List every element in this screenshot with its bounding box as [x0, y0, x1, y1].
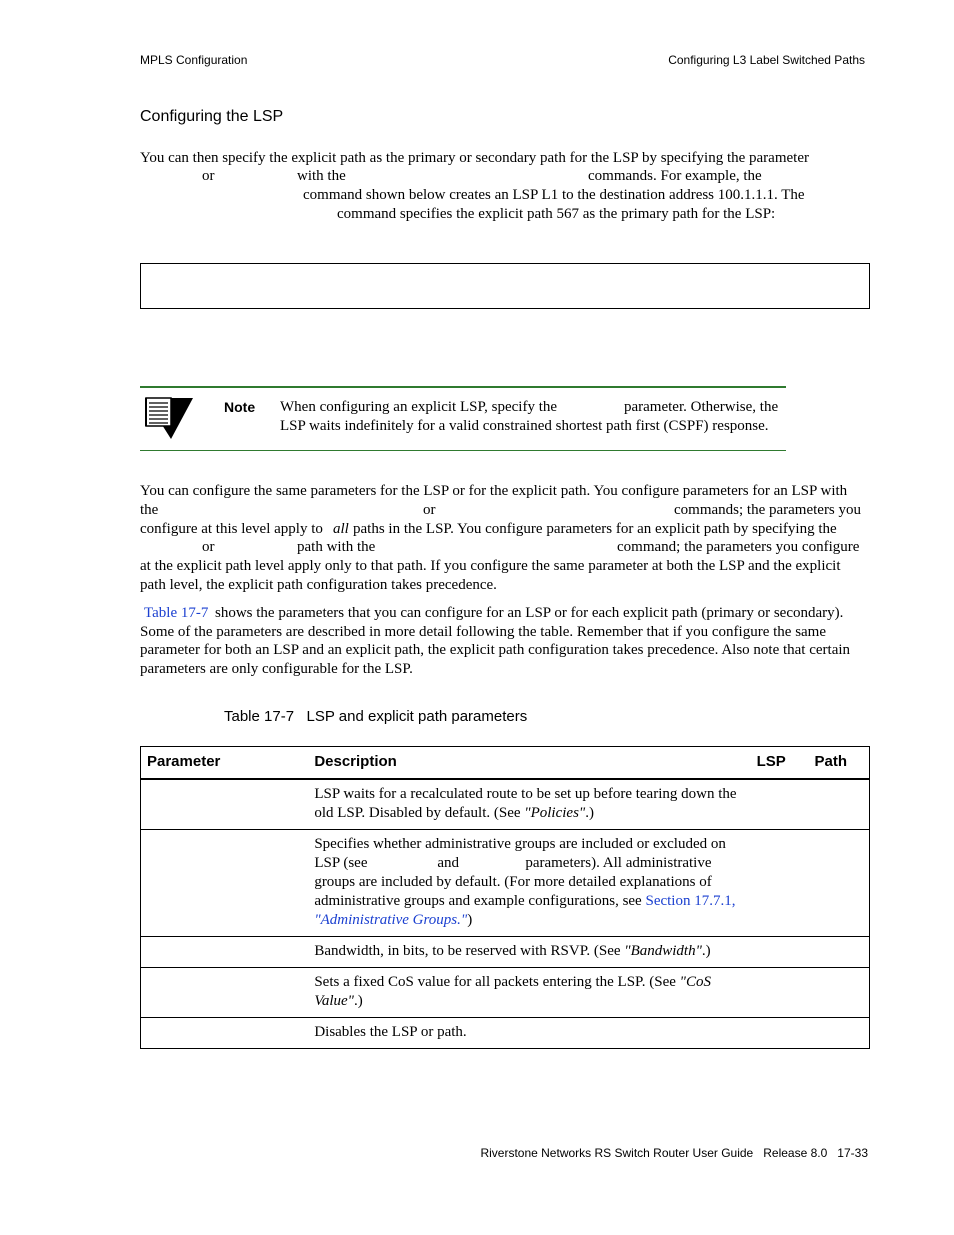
description-cell: LSP waits for a recalculated route to be set up before tearing down the old LSP. Disabled by default. (See "Policies".): [308, 779, 756, 830]
tableref-line-1: shows the parameters that you can configure for an LSP or for each explicit path (primary or secondary).: [215, 605, 844, 621]
table-row: [141, 1018, 870, 1049]
params-line-4a: or: [202, 539, 215, 555]
table-header-row: [141, 747, 870, 780]
param-cell: [141, 1018, 309, 1049]
intro-line-2b: with the: [297, 168, 346, 184]
lsp-cell: [757, 830, 813, 937]
path-cell: [813, 830, 870, 937]
note-line-1a: When configuring an explicit LSP, specify the: [280, 399, 558, 415]
note-icon: [143, 396, 195, 440]
description-cell: Sets a fixed CoS value for all packets entering the LSP. (See "CoS Value".): [308, 968, 756, 1018]
lsp-cell: [757, 779, 813, 830]
note-bottom-rule: [140, 450, 786, 451]
param-cell: [141, 968, 309, 1018]
table-caption: Table 17-7 LSP and explicit path parameters: [224, 708, 528, 725]
footer-page-number: 17-33: [837, 1146, 868, 1160]
param-cell: [141, 830, 309, 937]
param-cell: [141, 937, 309, 968]
description-cell: Specifies whether administrative groups are included or excluded on LSP (see and parameters). All administrative groups are included by default. (For more detailed explanations of administrative groups and example configurations, see Section 17.7.1, "Administrative Groups."): [308, 830, 756, 937]
path-cell: [813, 937, 870, 968]
footer-release: Release 8.0: [763, 1146, 828, 1160]
path-cell: [813, 968, 870, 1018]
lsp-cell: [757, 937, 813, 968]
tableref-line-4: parameters are only configurable for the LSP.: [140, 661, 413, 677]
lsp-cell: [757, 1018, 813, 1049]
lsp-cell: [757, 968, 813, 1018]
params-line-3c: paths in the LSP. You configure parameters for an explicit path by specifying the: [353, 521, 837, 537]
params-line-2c: commands; the parameters you: [674, 502, 862, 518]
table-row: [141, 779, 870, 830]
params-line-4b: path with the: [297, 539, 376, 555]
params-line-2b: or: [423, 502, 436, 518]
params-line-6: path level, the explicit path configuration takes precedence.: [140, 577, 497, 593]
note-line-2: LSP waits indefinitely for a valid constrained shortest path first (CSPF) response.: [280, 418, 769, 434]
description-cell: Bandwidth, in bits, to be reserved with RSVP. (See "Bandwidth".): [308, 937, 756, 968]
table-row: [141, 937, 870, 968]
intro-line-3: command shown below creates an LSP L1 to the destination address 100.1.1.1. The: [303, 187, 805, 203]
section-title: Configuring the LSP: [140, 108, 284, 125]
params-line-3b: all: [333, 521, 349, 537]
header-description: Description: [308, 747, 756, 780]
table-17-7-link[interactable]: Table 17-7: [144, 605, 209, 621]
params-line-3a: configure at this level apply to: [140, 521, 323, 537]
administrative-groups-link[interactable]: "Administrative Groups.": [314, 912, 468, 928]
code-example-box: [140, 263, 870, 309]
params-line-5: at the explicit path level apply only to that path. If you configure the same parameter at both the LSP and the explicit: [140, 558, 841, 574]
intro-line-2a: or: [202, 168, 215, 184]
running-header-right: Configuring L3 Label Switched Paths: [668, 53, 865, 67]
params-line-2a: the: [140, 502, 159, 518]
description-cell: Disables the LSP or path.: [308, 1018, 756, 1049]
note-top-rule: [140, 386, 786, 388]
page-footer: [480, 1146, 868, 1160]
header-parameter: Parameter: [141, 747, 309, 780]
tableref-line-2: Some of the parameters are described in more detail following the table. Remember that if you configure the same: [140, 624, 827, 640]
note-label: Note: [224, 399, 256, 415]
params-line-1: You can configure the same parameters for the LSP or for the explicit path. You configure parameters for an LSP with: [140, 483, 848, 499]
params-line-4c: command; the parameters you configure: [617, 539, 860, 555]
note-line-1b: parameter. Otherwise, the: [624, 399, 779, 415]
parameters-table: [140, 746, 870, 1049]
section-17-7-1-link[interactable]: Section 17.7.1,: [645, 893, 736, 909]
path-cell: [813, 1018, 870, 1049]
table-row: [141, 830, 870, 937]
table-row: [141, 968, 870, 1018]
footer-guide-title: Riverstone Networks RS Switch Router User Guide: [480, 1146, 754, 1160]
tableref-line-3: parameter for both an LSP and an explicit path, the explicit path configuration takes precedence. Also note that certain: [140, 642, 851, 658]
path-cell: [813, 779, 870, 830]
intro-line-1: You can then specify the explicit path as the primary or secondary path for the LSP by specifying the parameter: [140, 150, 809, 166]
header-lsp: LSP: [757, 747, 813, 780]
intro-line-4: command specifies the explicit path 567 as the primary path for the LSP:: [337, 206, 776, 222]
param-cell: [141, 779, 309, 830]
intro-line-2c: commands. For example, the: [588, 168, 762, 184]
header-path: Path: [813, 747, 870, 780]
running-header-left: MPLS Configuration: [140, 53, 248, 67]
